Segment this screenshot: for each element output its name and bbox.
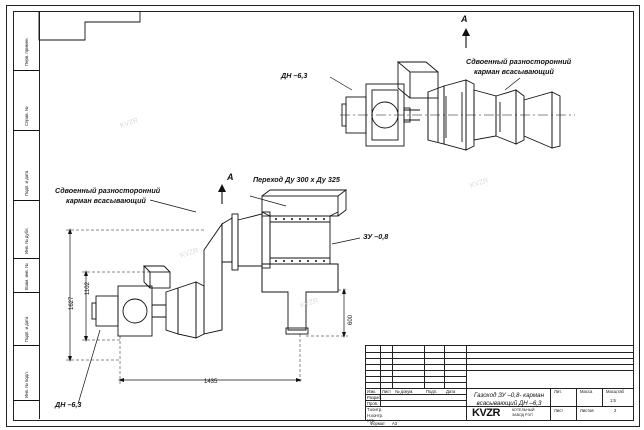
- margin-label-3: Инв. № дубл.: [24, 227, 29, 254]
- label-pocket-left-line2: карман всасывающий: [66, 196, 146, 205]
- watermark: KVZR: [119, 117, 140, 130]
- sheets-value: 2: [614, 408, 617, 413]
- watermark: KVZR: [469, 177, 490, 190]
- dimension-600: 600: [348, 314, 354, 325]
- stamp-lit: Лит.: [554, 389, 562, 394]
- label-zu08: ЗУ –0,8: [363, 232, 389, 241]
- col-ndocum: № докум.: [395, 389, 414, 394]
- sheets-label: Листов: [580, 408, 594, 413]
- row-tkontr: Т.контр.: [367, 407, 383, 412]
- dimension-1435: 1435: [204, 379, 218, 385]
- label-dn63-top: ДН –6,3: [281, 71, 308, 80]
- section-mark-a-top: А: [461, 14, 468, 24]
- margin-label-2: Подп. и дата: [24, 170, 29, 196]
- row-prov: Пров.: [367, 401, 379, 406]
- col-izm: Изм.: [367, 389, 376, 394]
- row-razrab: Разраб.: [367, 395, 383, 400]
- company-sub-line1: КОТЕЛЬНЫЙ: [512, 408, 535, 412]
- col-list: Лист: [382, 389, 392, 394]
- col-data: Дата: [446, 389, 456, 394]
- label-pocket-left-line1: Сдвоенный разносторонний: [55, 186, 161, 195]
- margin-label-5: Подп. и дата: [24, 316, 29, 342]
- format-label: Формат: [370, 421, 385, 426]
- format-value: А3: [392, 421, 398, 426]
- margin-label-6: Инв. № подл.: [24, 371, 29, 398]
- title-block: [365, 345, 634, 421]
- label-pocket-top-line1: Сдвоенный разносторонний: [466, 57, 572, 66]
- watermark: KVZR: [179, 247, 200, 260]
- watermark: KVZR: [299, 297, 320, 310]
- label-transition: Переход Ду 300 х Ду 325: [253, 175, 340, 184]
- company-logo: KVZR: [472, 407, 500, 419]
- margin-label-0: Перв. примен.: [24, 37, 29, 66]
- col-podp: Подп.: [426, 389, 438, 394]
- label-pocket-top-line2: карман всасывающий: [474, 67, 554, 76]
- dimension-1102: 1102: [85, 282, 91, 295]
- drawing-title-line2: всасывающий ДН –6,3: [476, 400, 542, 407]
- dimension-1627: 1627: [69, 296, 75, 310]
- row-nkontr: Н.контр.: [367, 413, 384, 418]
- stamp-masshtab: Масштаб: [606, 389, 624, 394]
- section-mark-a-middle: А: [227, 172, 234, 182]
- sheet-label: Лист: [554, 408, 564, 413]
- company-sub-line2: ЗАВОД РЭП: [512, 413, 533, 417]
- margin-label-1: Справ. №: [24, 106, 29, 126]
- label-dn63-bottom: ДН –6,3: [55, 400, 82, 409]
- row-utv: Утв.: [367, 418, 375, 423]
- scale-value: 1:5: [610, 398, 616, 403]
- drawing-title-line1: Газоход ЗУ –0,8- карман: [473, 392, 545, 399]
- stamp-massa: Масса: [580, 389, 593, 394]
- margin-label-4: Взам. инв. №: [24, 263, 29, 290]
